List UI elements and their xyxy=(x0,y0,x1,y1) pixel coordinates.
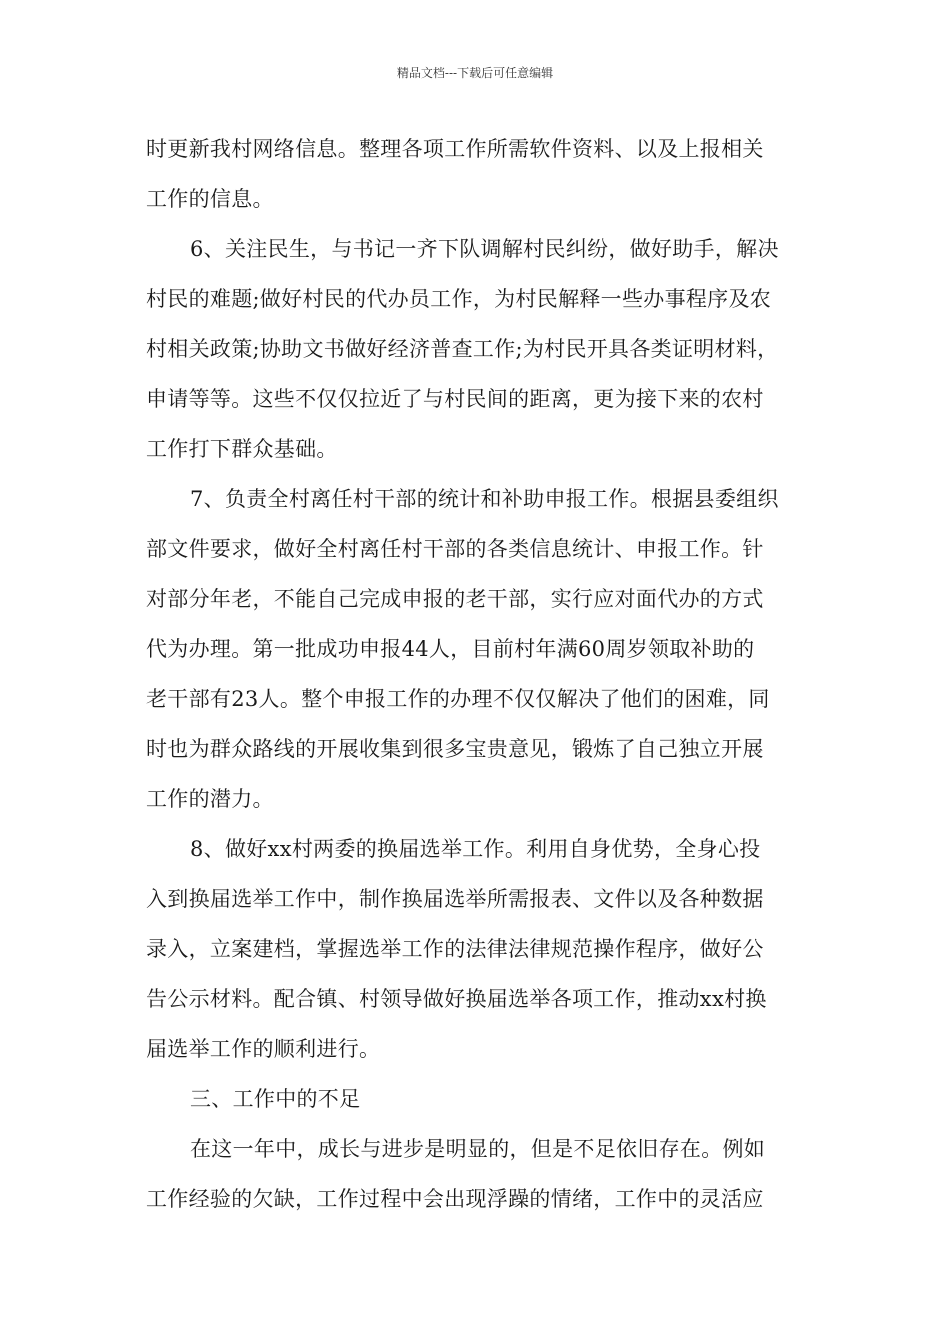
text-line: 7、负责全村离任村干部的统计和补助申报工作。根据县委组织 xyxy=(190,487,779,511)
text-line: 6、关注民生，与书记一齐下队调解村民纠纷，做好助手，解决 xyxy=(190,237,779,261)
text-line: 届选举工作的顺利进行。 xyxy=(146,1037,381,1061)
text-line: 村相关政策;协助文书做好经济普查工作;为村民开具各类证明材料， xyxy=(146,337,779,361)
text-line: 时更新我村网络信息。整理各项工作所需软件资料、以及上报相关 xyxy=(146,137,764,161)
text-line: 工作的信息。 xyxy=(146,187,274,211)
text-line: 工作打下群众基础。 xyxy=(146,437,338,461)
text-line: 对部分年老，不能自己完成申报的老干部，实行应对面代办的方式 xyxy=(146,587,764,611)
text-line: 村民的难题;做好村民的代办员工作，为村民解释一些办事程序及农 xyxy=(146,287,772,311)
text-line: 部文件要求，做好全村离任村干部的各类信息统计、申报工作。针 xyxy=(146,537,764,561)
section-heading: 三、工作中的不足 xyxy=(190,1087,361,1111)
text-line: 老干部有23人。整个申报工作的办理不仅仅解决了他们的困难，同 xyxy=(146,687,770,711)
page-header: 精品文档---下载后可任意编辑 xyxy=(396,66,554,80)
text-line: 告公示材料。配合镇、村领导做好换届选举各项工作，推动xx村换 xyxy=(146,987,767,1011)
text-line: 在这一年中，成长与进步是明显的，但是不足依旧存在。例如 xyxy=(190,1137,766,1161)
text-line: 8、做好xx村两委的换届选举工作。利用自身优势，全身心投 xyxy=(190,837,761,861)
text-line: 入到换届选举工作中，制作换届选举所需报表、文件以及各种数据 xyxy=(146,887,764,911)
text-line: 申请等等。这些不仅仅拉近了与村民间的距离，更为接下来的农村 xyxy=(146,387,764,411)
text-line: 工作的潜力。 xyxy=(146,787,274,811)
text-line: 时也为群众路线的开展收集到很多宝贵意见，锻炼了自己独立开展 xyxy=(146,737,764,761)
text-line: 录入，立案建档，掌握选举工作的法律法律规范操作程序，做好公 xyxy=(146,937,764,961)
text-line: 工作经验的欠缺，工作过程中会出现浮躁的情绪，工作中的灵活应 xyxy=(146,1187,764,1211)
document-body xyxy=(146,124,808,1224)
text-line: 代为办理。第一批成功申报44人，目前村年满60周岁领取补助的 xyxy=(146,637,755,661)
